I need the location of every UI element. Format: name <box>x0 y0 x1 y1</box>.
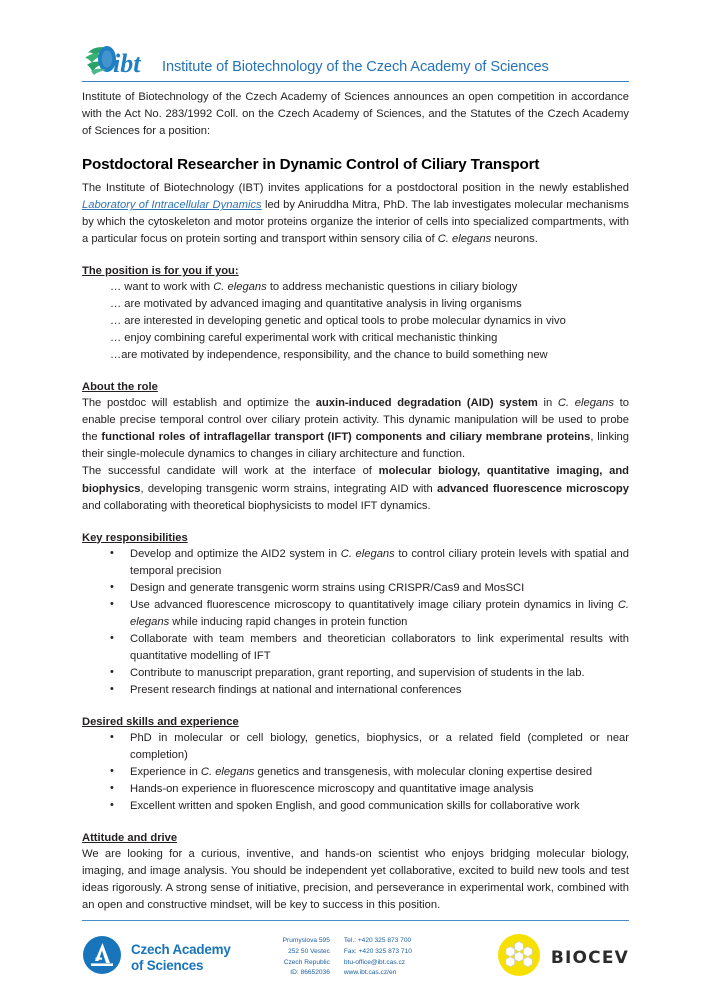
item-pre: … want to work with <box>110 281 214 294</box>
item-post: to address mechanistic questions in ciliary biology <box>266 281 518 294</box>
job-summary-part3: neurons. <box>491 233 538 246</box>
czech-academy-of-sciences-logo <box>82 935 122 980</box>
about-role-p1-bold-ift: functional roles of intraflagellar transport (IFT) components and ciliary membrane proteins <box>101 431 591 444</box>
item-pre: Contribute to manuscript preparation, grant reporting, and supervision of students in the lab. <box>130 666 585 679</box>
list-item <box>82 798 629 815</box>
footer-address-column <box>283 936 330 979</box>
list-item <box>82 279 629 296</box>
czech-academy-wordmark <box>131 942 231 973</box>
biocev-logo <box>497 933 541 982</box>
address-id: ID: 86652036 <box>290 969 330 977</box>
job-summary-paragraph <box>82 180 629 248</box>
item-pre: … are interested in developing genetic and optical tools to probe molecular dynamics in vivo <box>110 315 566 328</box>
item-pre: … are motivated by advanced imaging and quantitative analysis in living organisms <box>110 298 522 311</box>
address-street: Prumyslova 595 <box>282 937 330 945</box>
item-italic: C. elegans <box>130 598 629 628</box>
address-city: 252 50 Vestec <box>288 947 330 955</box>
list-item <box>82 665 629 682</box>
about-role-p2-a: The successful candidate will work at the interface of <box>82 465 379 478</box>
desired-skills-list <box>82 730 629 815</box>
ibt-logo <box>82 44 156 77</box>
about-role-p2-bold-microscopy: advanced fluorescence microscopy <box>437 482 629 495</box>
item-italic: C. elegans <box>200 765 255 778</box>
biocev-wordmark: BIOCEV <box>550 947 629 968</box>
address-country: Czech Republic <box>283 958 330 966</box>
ibt-wordmark-text: ibt <box>113 49 141 77</box>
job-summary-species: C. elegans <box>437 233 492 246</box>
contact-fax: Fax: +420 325 873 710 <box>343 947 412 955</box>
section-heading-position-for-you: The position is for you if you: <box>82 265 239 278</box>
about-role-p2-bold-disciplines: molecular biology, quantitative imaging, and biophysics <box>82 465 629 495</box>
laboratory-link[interactable]: Laboratory of Intracellular Dynamics <box>82 199 262 212</box>
list-item <box>82 296 629 313</box>
intro-paragraph: Institute of Biotechnology of the Czech Academy of Sciences announces an open competition in accordance with the Act No. 283/1992 Coll. on the Czech Academy of Sciences, and the Statutes of the Czech Academy of Sciences for a position: <box>82 91 629 138</box>
page-title: Postdoctoral Researcher in Dynamic Control of Ciliary Transport <box>82 156 540 174</box>
list-item <box>82 313 629 330</box>
footer-divider <box>82 920 629 921</box>
key-responsibilities-list <box>82 546 629 699</box>
list-item <box>82 597 629 631</box>
item-pre: Develop and optimize the AID2 system in <box>130 547 341 560</box>
position-for-you-list <box>82 279 629 364</box>
item-pre: … enjoy combining careful experimental work with critical mechanistic thinking <box>110 332 498 345</box>
header-divider <box>82 81 629 82</box>
footer-contacts-column <box>344 936 412 979</box>
about-role-p2-c: , developing transgenic worm strains, integrating AID with <box>140 482 438 495</box>
item-pre: Use advanced fluorescence microscopy to quantitatively image ciliary protein dynamics in living <box>130 598 618 611</box>
item-post: genetics and transgenesis, with molecular cloning expertise desired <box>254 765 593 778</box>
institute-title: Institute of Biotechnology of the Czech Academy of Sciences <box>162 59 549 75</box>
document-footer <box>82 920 629 982</box>
about-role-p2-e: and collaborating with theoretical biophysicists to model IFT dynamics. <box>82 499 431 512</box>
biocev-logo-block <box>497 933 629 982</box>
list-item <box>82 764 629 781</box>
item-pre: Hands-on experience in fluorescence microscopy and quantitative image analysis <box>130 782 534 795</box>
item-pre: Experience in <box>130 765 201 778</box>
contact-email[interactable]: btu-office@ibt.cas.cz <box>343 958 406 966</box>
section-heading-about-the-role: About the role <box>82 381 158 394</box>
item-pre: Collaborate with team members and theoretician collaborators to link experimental results with quantitative modelling of IFT <box>130 632 629 662</box>
footer-contact-block <box>283 936 412 979</box>
list-item <box>82 546 629 580</box>
item-pre: Excellent written and spoken English, and good communication skills for collaborative work <box>130 799 580 812</box>
item-post: to control ciliary protein levels with spatial and temporal precision <box>130 547 629 577</box>
section-heading-attitude-and-drive: Attitude and drive <box>82 831 178 844</box>
section-heading-desired-skills: Desired skills and experience <box>82 715 239 728</box>
list-item <box>82 682 629 699</box>
attitude-paragraph: We are looking for a curious, inventive, and hands-on scientist who enjoys bridging molecular biology, imaging, and image analysis. You should be independent yet collaborative, excited to build new tools and test ideas rigorously. A strong sense of initiative, precision, and perseverance in experimental work, combined with an open and constructive mindset, will be key to success in this position. <box>82 847 629 911</box>
about-role-p1-g: , linking their single-molecule dynamics to changes in ciliary architecture and function. <box>82 431 629 461</box>
list-item <box>82 781 629 798</box>
contact-phone: Tel.: +420 325 873 700 <box>343 937 412 945</box>
about-role-paragraph-1 <box>82 395 629 463</box>
contact-website[interactable]: www.ibt.cas.cz/en <box>343 969 397 977</box>
item-pre: Design and generate transgenic worm strains using CRISPR/Cas9 and MosSCI <box>130 581 525 594</box>
list-item <box>82 730 629 764</box>
item-pre: PhD in molecular or cell biology, genetics, biophysics, or a related field (completed or near completion) <box>130 731 629 761</box>
about-role-p1-species: C. elegans <box>557 397 614 410</box>
job-summary-part1: The Institute of Biotechnology (IBT) invites applications for a postdoctoral position in the newly established <box>82 182 629 195</box>
section-heading-key-responsibilities: Key responsibilities <box>82 531 188 544</box>
about-role-paragraph-2 <box>82 463 629 514</box>
item-italic: C. elegans <box>213 281 267 294</box>
item-pre: Present research findings at national and international conferences <box>130 683 462 696</box>
item-post: while inducing rapid changes in protein function <box>169 615 408 628</box>
list-item <box>82 580 629 597</box>
czech-academy-logo-block <box>82 935 231 980</box>
list-item <box>82 330 629 347</box>
cas-line-2: of Sciences <box>131 957 204 973</box>
cas-line-1: Czech Academy <box>131 941 231 957</box>
about-role-p1-a: The postdoc will establish and optimize the <box>82 397 316 410</box>
list-item <box>82 347 629 364</box>
document-header <box>82 44 629 79</box>
item-pre: …are motivated by independence, responsibility, and the chance to build something new <box>110 349 548 362</box>
about-role-p1-e: to enable precise temporal control over ciliary protein activity. This dynamic manipulation will be used to probe the <box>82 397 629 444</box>
job-summary-part2: led by Aniruddha Mitra, PhD. The lab investigates molecular mechanisms by which the cytoskeleton and motor proteins organize the interior of cells into specialized compartments, with a particular focus on protein sorting and transport within sensory cilia of <box>82 199 629 246</box>
item-italic: C. elegans <box>340 547 395 560</box>
list-item <box>82 631 629 665</box>
about-role-p1-bold-aid: auxin-induced degradation (AID) system <box>315 397 538 410</box>
about-role-p1-c: in <box>537 397 558 410</box>
